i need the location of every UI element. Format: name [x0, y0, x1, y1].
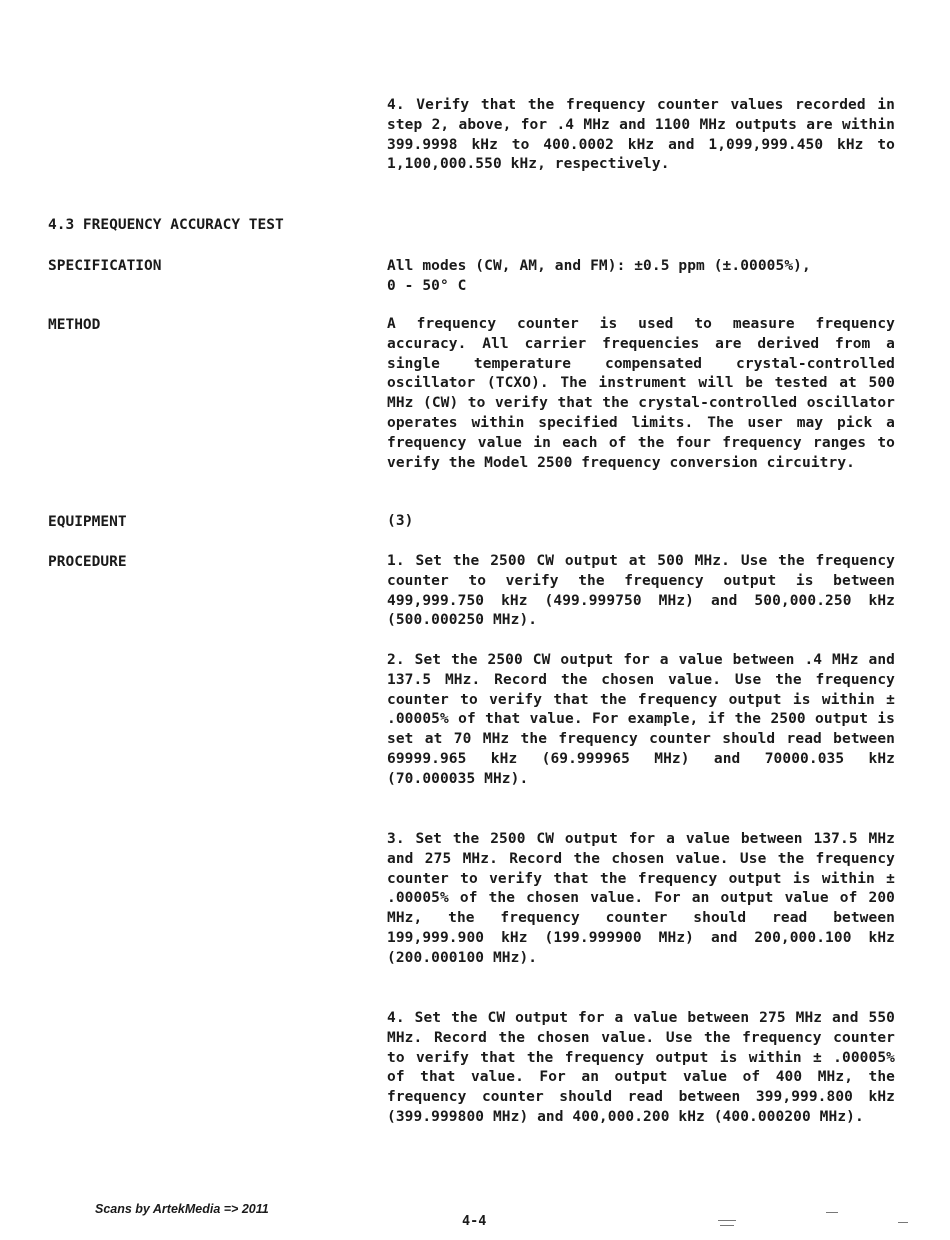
scan-artifact: [826, 1212, 838, 1213]
procedure-step-3: 3. Set the 2500 CW output for a value between 137.5 MHz and 275 MHz. Record the chosen value. Use the frequency counter to verify that the frequency output is within ± .00005% of the chosen value. For an output value of 200 MHz, the frequency counter should read between 199,999.900 kHz (199.999900 MHz) and 200,000.100 kHz (200.000100 MHz).: [387, 831, 895, 966]
specification-line-2: 0 - 50° C: [387, 277, 467, 294]
procedure-step-4: 4. Set the CW output for a value between 275 MHz and 550 MHz. Record the chosen value. Use the frequency counter to verify that the frequency output is within ± .00005% of that value. For an output value of 400 MHz, the frequency counter should read between 399,999.800 kHz (399.999800 MHz) and 400,000.200 kHz (400.000200 MHz).: [387, 1010, 895, 1125]
specification-text: [387, 257, 895, 297]
procedure-label: PROCEDURE: [48, 554, 127, 570]
scan-credit: Scans by ArtekMedia => 2011: [95, 1202, 269, 1216]
section-title: 4.3 FREQUENCY ACCURACY TEST: [48, 217, 284, 233]
method-text: A frequency counter is used to measure frequency accuracy. All carrier frequencies are derived from a single temperature compensated crystal-controlled oscillator (TCXO). The instrument will be tested at 500 MHz (CW) to verify that the crystal-controlled oscillator operates within specified limits. The user may pick a frequency value in each of the four frequency ranges to verify the Model 2500 frequency conversion circuitry.: [387, 316, 895, 471]
specification-label: SPECIFICATION: [48, 258, 162, 274]
procedure-step-1: 1. Set the 2500 CW output at 500 MHz. Use the frequency counter to verify the frequency output is between 499,999.750 kHz (499.999750 MHz) and 500,000.250 kHz (500.000250 MHz).: [387, 553, 895, 629]
step4-previous-section: 4. Verify that the frequency counter values recorded in step 2, above, for .4 MHz and 1100 MHz outputs are within 399.9998 kHz to 400.0002 kHz and 1,099,999.450 kHz to 1,100,000.550 kHz, respectively.: [387, 97, 895, 173]
scan-artifact: [898, 1222, 908, 1223]
page-number: 4-4: [462, 1213, 487, 1229]
specification-line-1: All modes (CW, AM, and FM): ±0.5 ppm (±.00005%),: [387, 258, 811, 274]
equipment-label: EQUIPMENT: [48, 514, 127, 530]
scan-artifact: [720, 1225, 734, 1226]
method-label: METHOD: [48, 317, 101, 333]
procedure-step-2: 2. Set the 2500 CW output for a value between .4 MHz and 137.5 MHz. Record the chosen value. Use the frequency counter to verify that the frequency output is within ± .00005% of that value. For example, if the 2500 output is set at 70 MHz the frequency counter should read between 69999.965 kHz (69.999965 MHz) and 70000.035 kHz (70.000035 MHz).: [387, 652, 895, 787]
scan-artifact: [718, 1220, 736, 1221]
equipment-text: (3): [387, 513, 414, 529]
